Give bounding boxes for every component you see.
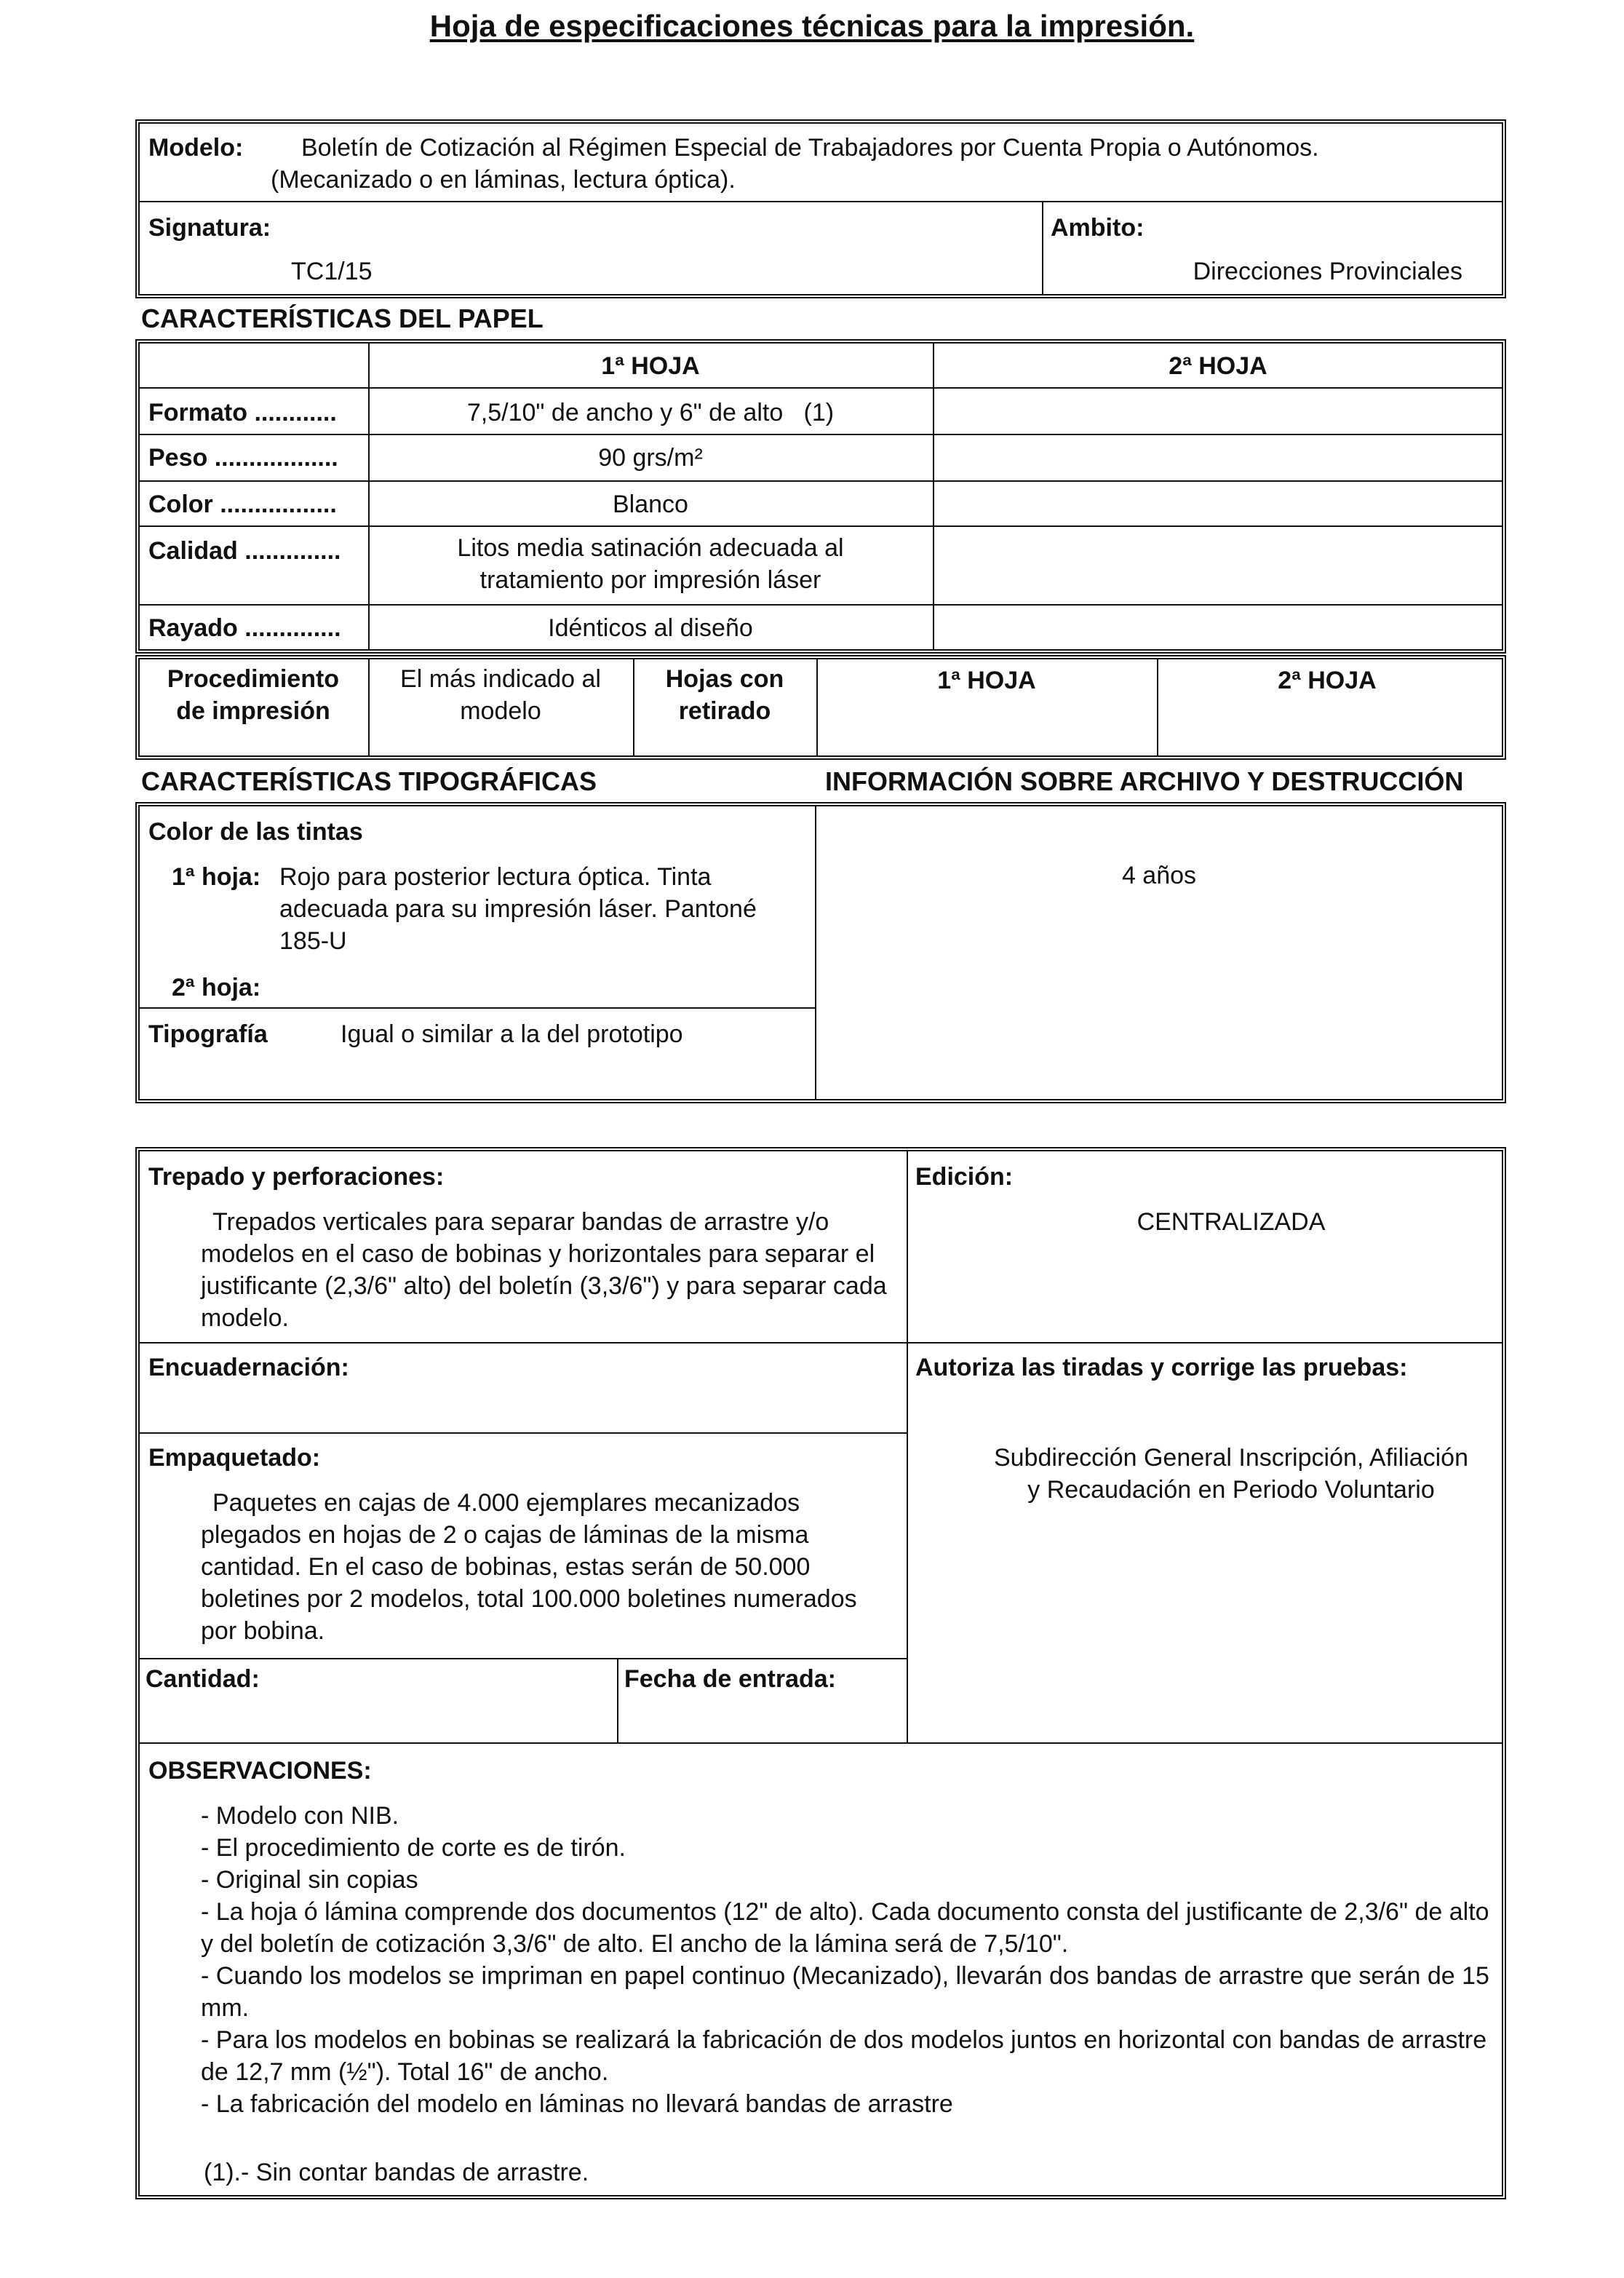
papel-row-hoja1: 90 grs/m²	[598, 444, 703, 472]
empaquetado-value: Paquetes en cajas de 4.000 ejemplares mecanizados plegados en hojas de 2 o cajas de láminas de la misma cantidad. En el caso de bobinas, estas serán de 50.000 boletines por 2 modelos, total 100.000 boletines numerados por bobina.	[201, 1489, 857, 1645]
list-item: - Original sin copias	[201, 1866, 418, 1894]
autoriza-label: Autoriza las tiradas y corrige las pruebas:	[915, 1354, 1408, 1381]
archivo-value: 4 años	[1121, 862, 1197, 889]
observaciones-label: OBSERVACIONES:	[148, 1757, 372, 1785]
papel-row-hoja1: 7,5/10" de ancho y 6" de alto (1)	[466, 399, 835, 426]
modelo-line-1: Boletín de Cotización al Régimen Especial de Trabajadores por Cuenta Propia o Autónomos.	[301, 134, 1319, 162]
papel-row-line-3	[138, 480, 1503, 482]
tipo-hdivider	[138, 1007, 815, 1009]
signatura-value: TC1/15	[291, 258, 373, 285]
papel-row-label: Peso ..................	[148, 444, 338, 472]
acabado-vdivider	[907, 1150, 908, 1742]
autoriza-value: Subdirección General Inscripción, Afiliación y Recaudación en Periodo Voluntario	[993, 1444, 1468, 1504]
trepado-value: Trepados verticales para separar bandas de arrastre y/o modelos en el caso de bobinas y horizontales para separar el justificante (2,3/6" alto) del boletín (3,3/6") y para separar cada modelo.	[201, 1208, 887, 1332]
papel-col-2-header: 2ª HOJA	[1169, 352, 1267, 380]
header-divider	[138, 201, 1503, 202]
acabado-hline-2	[138, 1432, 907, 1434]
observaciones-list	[201, 1801, 1496, 2121]
hoja1-ink-label: 1ª hoja:	[172, 863, 261, 891]
archivo-section-title: INFORMACIÓN SOBRE ARCHIVO Y DESTRUCCIÓN	[825, 767, 1464, 796]
papel-row-label: Formato ............	[148, 399, 337, 426]
papel-row-line-4	[138, 525, 1503, 527]
list-item: - Cuando los modelos se impriman en papel continuo (Mecanizado), llevarán dos bandas de arrastre que serán de 15 mm.	[201, 1962, 1489, 2022]
list-item: - Para los modelos en bobinas se realizará la fabricación de dos modelos juntos en horizontal con bandas de arrastre de 12,7 mm (½"). Total 16" de ancho.	[201, 2026, 1487, 2086]
hoja2-ink-label: 2ª hoja:	[172, 974, 261, 1001]
tipografia-label: Tipografía	[148, 1020, 268, 1048]
papel-section-title: CARACTERÍSTICAS DEL PAPEL	[141, 304, 544, 333]
acabado-hline-4	[138, 1742, 1503, 1744]
modelo-line-2: (Mecanizado o en láminas, lectura óptica).	[271, 166, 736, 194]
tipo-vdivider	[815, 805, 816, 1100]
procedimiento-value: El más indicado al modelo	[400, 665, 601, 725]
edicion-value: CENTRALIZADA	[1137, 1208, 1326, 1236]
signatura-label: Signatura:	[148, 214, 271, 242]
papel-row-line-1	[138, 387, 1503, 389]
empaquetado-label: Empaquetado:	[148, 1444, 321, 1472]
ambito-value: Direcciones Provinciales	[1193, 258, 1462, 285]
hojas-retirado-label: Hojas con retirado	[665, 665, 784, 725]
acabado-hline-3	[138, 1658, 907, 1659]
page-title: Hoja de especificaciones técnicas para la impresión.	[429, 10, 1195, 44]
papel-row-label: Calidad ..............	[148, 537, 341, 565]
modelo-label: Modelo:	[148, 134, 244, 162]
trepado-label: Trepado y perforaciones:	[148, 1163, 445, 1191]
papel-row-hoja1: Blanco	[613, 491, 688, 518]
hoja1-ink-value: Rojo para posterior lectura óptica. Tinta adecuada para su impresión láser. Pantoné 185-U	[279, 863, 757, 955]
papel-row-line-2	[138, 434, 1503, 435]
proc-divider-1	[368, 658, 370, 757]
procedimiento-col-2: 2ª HOJA	[1278, 667, 1377, 694]
acabado-vdivider-2	[617, 1658, 618, 1742]
list-item: - El procedimiento de corte es de tirón.	[201, 1834, 626, 1862]
list-item: - La hoja ó lámina comprende dos documentos (12" de alto). Cada documento consta del justificante de 2,3/6" de alto y del boletín de cotización 3,3/6" de alto. El ancho de la lámina será de 7,5/10".	[201, 1898, 1489, 1958]
encuadernacion-label: Encuadernación:	[148, 1354, 349, 1381]
cantidad-label: Cantidad:	[146, 1665, 260, 1693]
papel-row-label: Rayado ..............	[148, 614, 341, 642]
procedimiento-label: Procedimiento de impresión	[167, 665, 340, 725]
papel-row-label: Color .................	[148, 491, 337, 518]
procedimiento-col-1: 1ª HOJA	[937, 667, 1036, 694]
edicion-label: Edición:	[915, 1163, 1014, 1191]
list-item: - La fabricación del modelo en láminas no llevará bandas de arrastre	[201, 2090, 953, 2118]
ambito-label: Ambito:	[1051, 214, 1145, 242]
papel-row-hoja1: Idénticos al diseño	[548, 614, 753, 642]
proc-divider-2	[633, 658, 634, 757]
color-tintas-label: Color de las tintas	[148, 818, 363, 846]
fecha-entrada-label: Fecha de entrada:	[624, 1665, 836, 1693]
acabado-hline-1	[138, 1342, 1503, 1344]
observaciones-footnote: (1).- Sin contar bandas de arrastre.	[204, 2159, 589, 2186]
papel-row-hoja1: Litos media satinación adecuada al tratamiento por impresión láser	[457, 534, 844, 594]
tipografia-value: Igual o similar a la del prototipo	[341, 1020, 683, 1048]
list-item: - Modelo con NIB.	[201, 1802, 399, 1830]
papel-col-1-header: 1ª HOJA	[601, 352, 700, 380]
tipograficas-section-title: CARACTERÍSTICAS TIPOGRÁFICAS	[141, 767, 597, 796]
papel-row-line-5	[138, 604, 1503, 606]
